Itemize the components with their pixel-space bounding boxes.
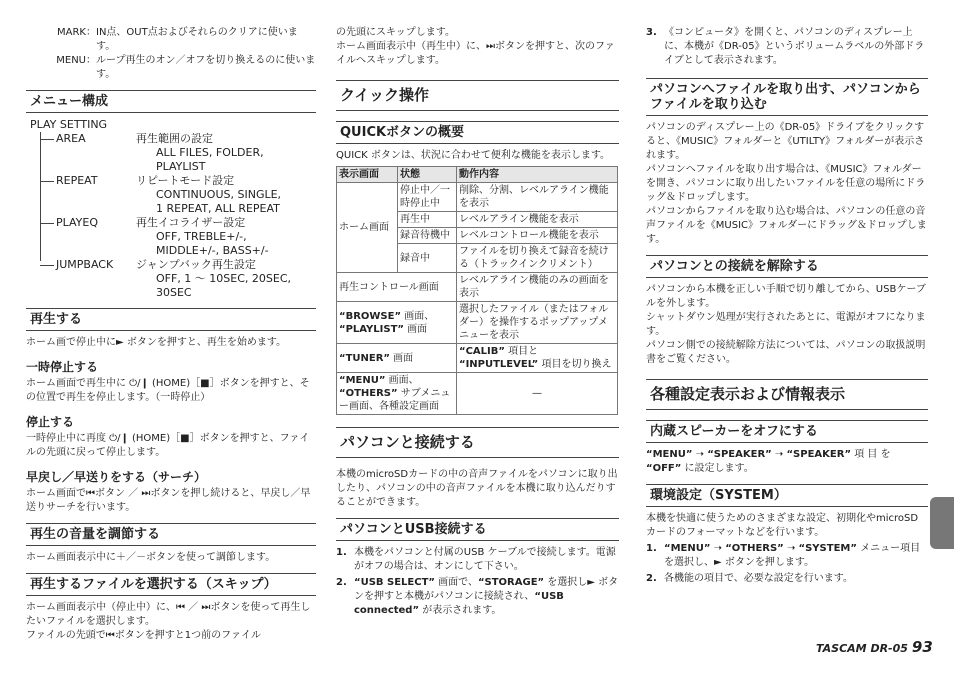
transfer-heading: パソコンへファイルを取り出す、パソコンからファイルを取り込む (646, 78, 928, 116)
quick-text: QUICK ボタンは、状況に合わせて便利な機能を表示します。 (336, 150, 611, 161)
column-left (26, 26, 316, 643)
volume-heading: 再生の音量を調節する (26, 523, 316, 546)
menu-definition (26, 54, 316, 82)
stop-heading: 停止する (26, 415, 75, 429)
table-header: 表示画面 (337, 167, 398, 183)
disconnect-p1: パソコンから本機を正しい手順で切り離してから、USBケーブルを外します。 (646, 284, 926, 309)
menu-tree (26, 118, 316, 300)
column-middle (336, 26, 619, 618)
menu-label: “MENU” (664, 543, 711, 554)
others-label: “OTHERS” (339, 388, 398, 399)
others-label: “OTHERS” (725, 543, 784, 554)
table-cell: レベルコントロール機能を表示 (457, 228, 618, 244)
table-row (337, 273, 618, 302)
tree-item-desc: 再生イコライザー設定 (136, 216, 246, 229)
tree-item-option: ALL FILES, FOLDER, (156, 146, 264, 159)
skip-text-2: ファイルの先頭で⏮ボタンを押すと1つ前のファイル (26, 630, 261, 641)
speaker-text-part: 項 目 を (851, 449, 891, 460)
step-number: 1. (646, 543, 657, 554)
tree-item (26, 258, 316, 272)
calib-label: “CALIB” (459, 346, 505, 357)
table-header-row (337, 167, 618, 183)
tree-trunk (40, 132, 41, 261)
table-cell: ファイルを切り換えて録音を続ける（トラックインクリメント） (457, 244, 618, 273)
speaker-text (646, 448, 928, 476)
table-cell (337, 344, 457, 373)
usb-step-3 (646, 26, 928, 68)
tree-item (26, 132, 316, 146)
playlist-label: “PLAYLIST” (339, 323, 404, 335)
system-heading: 環境設定（SYSTEM） (646, 484, 928, 507)
table-cell (337, 302, 457, 344)
page-number: 93 (911, 638, 933, 656)
step-number: 1. (336, 547, 347, 558)
tree-item-name: JUMPBACK (56, 258, 114, 271)
menu-screen-suffix: 画面、 (385, 375, 419, 386)
volume-text: ホーム画面表示中に＋／－ボタンを使って調節します。 (26, 552, 276, 563)
tree-item-option: 1 REPEAT, ALL REPEAT (156, 202, 280, 215)
skip-cont-1: の先頭にスキップします。 (336, 27, 455, 38)
table-row (337, 373, 618, 415)
inputlevel-label: “INPUTLEVEL” (459, 359, 539, 370)
table-row (337, 302, 618, 344)
tree-item-desc: 再生範囲の設定 (136, 132, 213, 145)
step-text (354, 576, 619, 618)
table-cell: 選択したファイル（またはフォルダー）を操作するポップアップメニューを表示 (457, 302, 618, 344)
section-tab (930, 497, 954, 549)
tree-branch (26, 132, 56, 146)
arrow-right-icon: ➝ (786, 543, 796, 554)
tree-items (26, 132, 316, 300)
tuner-suffix: 画面 (390, 352, 414, 364)
menu-structure-heading: メニュー構成 (26, 90, 316, 113)
table-row (337, 344, 618, 373)
tree-item-option: OFF, 1 ～ 10SEC, 20SEC, (156, 272, 292, 285)
play-text: ホーム画で停止中に► ボタンを押すと、再生を始めます。 (26, 337, 287, 348)
footer-brand: TASCAM DR-05 (816, 642, 908, 655)
tree-item-name: PLAYEQ (56, 216, 99, 229)
tree-item-desc: ジャンプバック再生設定 (136, 258, 256, 271)
mark-key: MARK： (57, 27, 96, 38)
tree-branch (26, 258, 56, 272)
disconnect-heading: パソコンとの接続を解除する (646, 255, 928, 278)
tuner-label: “TUNER” (339, 352, 390, 364)
table-cell (457, 344, 618, 373)
table-cell: 停止中／一時停止中 (398, 183, 457, 212)
off-label: “OFF” (646, 463, 682, 474)
tree-root: PLAY SETTING (30, 118, 108, 131)
table-cell: 録音待機中 (398, 228, 457, 244)
tree-item-option: OFF, TREBLE+/-, (156, 230, 247, 243)
step-text (664, 542, 928, 570)
disconnect-p2: シャットダウン処理が実行されたあとに、電源がオフになります。 (646, 312, 926, 337)
pause-text: ホーム画面で再生中に ⏻/❙ (HOME)［■］ボタンを押すと、その位置で再生を停止します。（一時停止） (26, 378, 310, 403)
search-text: ホーム画面で⏮ボタン ／ ⏭ボタンを押し続けると、早戻し／早送りサーチを行います。 (26, 488, 311, 513)
step-text: 《コンピュータ》を開くと、パソコンのディスプレー上に、本機が《DR-05》というボリュームラベルの外部ドライブとして表示されます。 (664, 27, 925, 66)
tree-item-option: PLAYLIST (156, 160, 206, 173)
table-cell (337, 373, 457, 415)
tree-item-option: 30SEC (156, 286, 192, 299)
quick-table (336, 166, 618, 415)
arrow-right-icon: ➝ (695, 449, 704, 460)
pc-heading: パソコンと接続する (336, 427, 619, 458)
table-cell: ホーム画面 (337, 183, 398, 273)
system-text: 本機を快適に使うためのさまざまな設定、初期化やmicroSDカードのフォーマットなどを行います。 (646, 513, 919, 538)
column-right (646, 26, 928, 586)
speaker-text-part: に設定します。 (681, 463, 754, 474)
browse-label: “BROWSE” (339, 310, 402, 322)
tree-item (26, 216, 316, 230)
tree-item-name: AREA (56, 132, 86, 145)
transfer-p1: パソコンのディスプレー上の《DR-05》ドライブをクリックすると、《MUSIC》フォルダーと《UTILTY》フォルダーが表示されます。 (646, 122, 925, 161)
stop-text: 一時停止中に再度 ⏻/❙ (HOME)［■］ボタンを押すと、ファイルの先頭に戻って停止します。 (26, 433, 310, 458)
step-number: 2. (646, 573, 657, 584)
browse-suffix: 画面、 (401, 310, 435, 322)
transfer-p2: パソコンへファイルを取り出す場合は、《MUSIC》フォルダーを開き、パソコンに取り出したいファイルを任意の場所にドラッグ＆ドロップします。 (646, 164, 926, 203)
tree-item (26, 174, 316, 188)
pause-heading: 一時停止する (26, 360, 99, 374)
step-text-part: メニュー項目を選択し、► ボタンを押します。 (664, 543, 921, 568)
usb-step-2 (336, 576, 619, 618)
usb-select-label: “USB SELECT” (354, 577, 435, 588)
skip-text-1: ホーム画面表示中（停止中）に、⏮ ／ ⏭ボタンを使って再生したいファイルを選択します。 (26, 602, 311, 627)
table-cell: 削除、分割、レベルアライン機能を表示 (457, 183, 618, 212)
table-header: 状態 (398, 167, 457, 183)
speaker-label: “SPEAKER” (707, 449, 772, 460)
table-cell: レベルアライン機能のみの画面を表示 (457, 273, 618, 302)
usb-step-1 (336, 546, 619, 574)
system-step-1 (646, 542, 928, 570)
usb-heading: パソコンとUSB接続する (336, 518, 619, 541)
system-label: “SYSTEM” (798, 543, 857, 554)
table-row (337, 183, 618, 212)
arrow-right-icon: ➝ (774, 449, 784, 460)
disconnect-p3: パソコン側での接続解除方法については、パソコンの取扱説明書をご覧ください。 (646, 340, 926, 365)
tree-item-option: CONTINUOUS, SINGLE, (156, 188, 282, 201)
table-cell: レベルアライン機能を表示 (457, 212, 618, 228)
step-text-part: 画面で、 (434, 577, 478, 588)
menu-key: MENU： (56, 55, 96, 66)
mark-value: IN点、OUT点およびそれらのクリアに使います。 (96, 27, 298, 52)
tree-item-desc: リピートモード設定 (136, 174, 235, 187)
pc-text: 本機のmicroSDカードの中の音声ファイルをパソコンに取り出したり、パソコンの中の音声ファイルを本機に取り込んだりすることができます。 (336, 469, 618, 508)
step-text: 各機能の項目で、必要な設定を行います。 (664, 573, 853, 584)
quick-heading: クイック操作 (336, 80, 619, 111)
step-number: 2. (336, 577, 347, 588)
speaker-heading: 内蔵スピーカーをオフにする (646, 420, 928, 443)
storage-label: “STORAGE” (477, 577, 545, 588)
transfer-p3: パソコンからファイルを取り込む場合は、パソコンの任意の音声ファイルを《MUSIC》フォルダーにドラッグ＆ドロップします。 (646, 206, 927, 245)
table-cell: 再生コントロール画面 (337, 273, 457, 302)
settings-heading: 各種設定表示および情報表示 (646, 379, 928, 410)
tree-branch (26, 216, 56, 230)
step-text-part: が表示されます。 (419, 605, 502, 616)
menu-screen-label: “MENU” (339, 375, 386, 386)
tree-branch (26, 174, 56, 188)
others-suffix: サブメニュー画面、各種設定画面 (339, 388, 451, 412)
tree-item-name: REPEAT (56, 174, 98, 187)
play-heading: 再生する (26, 308, 316, 331)
system-step-2 (646, 572, 928, 586)
menu-value: ループ再生のオン／オフを切り換えるのに使います。 (96, 55, 316, 80)
tuner-action-end: 項目を切り換え (538, 359, 612, 370)
playlist-suffix: 画面 (404, 323, 428, 335)
step-number: 3. (646, 27, 657, 38)
step-text-part: を選択し► ボタンを押すと本機がパソコンに接続され、 (354, 577, 619, 602)
mark-definition (26, 26, 316, 54)
usb-connected-label: “USB connected” (354, 591, 564, 616)
tree-item-option: MIDDLE+/-, BASS+/- (156, 244, 269, 257)
table-header: 動作内容 (457, 167, 618, 183)
arrow-right-icon: ➝ (713, 543, 722, 554)
table-cell: — (457, 373, 618, 415)
quick-sub-heading: QUICKボタンの概要 (336, 121, 619, 144)
skip-cont-2: ホーム画面表示中（再生中）に、⏭ボタンを押すと、次のファイルへスキップします。 (336, 41, 615, 66)
skip-heading: 再生するファイルを選択する（スキップ） (26, 573, 316, 596)
search-heading: 早戻し／早送りをする（サーチ） (26, 470, 207, 484)
menu-label: “MENU” (646, 449, 693, 460)
table-cell: 録音中 (398, 244, 457, 273)
speaker-label: “SPEAKER” (786, 449, 852, 460)
footer (816, 640, 933, 656)
tuner-action-mid: 項目と (504, 346, 539, 357)
step-text: 本機をパソコンと付属のUSB ケーブルで接続します。電源がオフの場合は、オンにして下さい。 (354, 547, 616, 572)
table-cell: 再生中 (398, 212, 457, 228)
